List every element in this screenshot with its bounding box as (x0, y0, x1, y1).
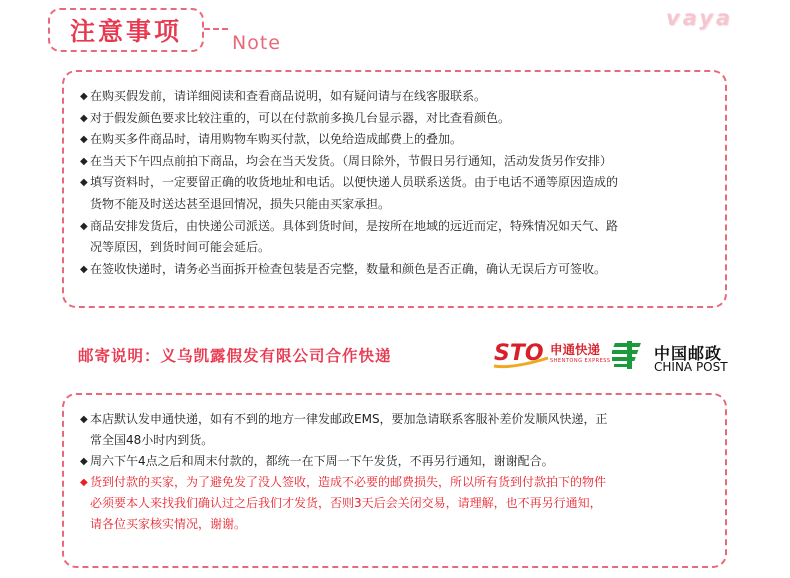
page-title: 注意事项 (69, 17, 182, 46)
policy-line-text: 本店默认发申通快递，如有不到的地方一律发邮政EMS，要加急请联系客服补差价发顺风快递，正 (90, 412, 608, 426)
notice-line (80, 172, 715, 194)
notice-line-text: 商品安排发货后，由快递公司派送。具体到货时间，是按所在地域的远近而定，特殊情况如天气、路 (90, 218, 619, 233)
notice-line-text: 货物不能及时送达甚至退回情况，损失只能由买家承担。 (90, 196, 391, 211)
policy-line-text: 常全国48小时内到货。 (90, 433, 214, 447)
policy-line (80, 451, 715, 472)
title-divider (204, 28, 228, 30)
diamond-bullet-icon: ◆ (80, 220, 88, 232)
diamond-bullet-icon: ◆ (80, 414, 88, 425)
page-subtitle: Note (232, 32, 281, 54)
diamond-bullet-icon: ◆ (80, 155, 88, 167)
notice-line-text: 在当天下午四点前拍下商品，均会在当天发货。（周日除外，节假日另行通知，活动发货另作安排） (90, 153, 613, 168)
notice-box (62, 70, 727, 308)
notice-line-text: 在签收快递时，请务必当面拆开检查包装是否完整，数量和颜色是否正确，确认无误后方可签收。 (90, 261, 607, 276)
sto-name: 申通快递 (550, 342, 601, 357)
sto-mark-icon (492, 336, 550, 370)
notice-line (80, 259, 715, 281)
notice-line (80, 108, 715, 130)
sto-english-name: SHENTONG EXPRESS (550, 358, 611, 364)
shipping-label: 邮寄说明：义乌凯露假发有限公司合作快递 (78, 347, 392, 365)
notice-line-text: 在购买假发前，请详细阅读和查看商品说明，如有疑问请与在线客服联系。 (90, 89, 487, 103)
notice-line (80, 86, 715, 108)
notice-line (80, 194, 715, 216)
china-post-name: 中国邮政 (654, 344, 723, 363)
diamond-bullet-icon: ◆ (80, 134, 88, 146)
policy-list (80, 409, 715, 535)
notice-line (80, 216, 715, 238)
policy-line (80, 409, 715, 430)
diamond-bullet-icon: ◆ (80, 477, 88, 488)
policy-line-text: 周六下午4点之后和周末付款的，都统一在下周一下午发货，不再另行通知，谢谢配合。 (90, 454, 554, 468)
title-box (48, 8, 204, 52)
policy-line (80, 493, 715, 514)
notice-line (80, 151, 715, 173)
sto-express-logo (492, 334, 611, 376)
diamond-bullet-icon: ◆ (80, 112, 88, 124)
watermark: vaya (666, 6, 734, 30)
notice-line-text: 况等原因，到货时间可能会延后。 (90, 240, 271, 255)
notice-line-text: 在购买多件商品时，请用购物车购买付款，以免给造成邮费上的叠加。 (90, 132, 463, 147)
policy-line-text: 必须要本人来找我们确认过之后我们才发货，否则3天后会关闭交易，请理解，也不再另行通知， (90, 496, 602, 510)
notice-line-text: 填写资料时，一定要留正确的收货地址和电话。以便快递人员联系送货。由于电话不通等原因造成的 (90, 175, 619, 190)
diamond-bullet-icon: ◆ (80, 263, 88, 275)
china-post-logo (612, 336, 732, 376)
notice-line (80, 237, 715, 259)
china-post-emblem-icon (612, 340, 648, 370)
sto-mark-text: STO (494, 341, 544, 366)
china-post-english-name: CHINA POST (654, 360, 728, 374)
policy-box (62, 393, 727, 568)
policy-line (80, 514, 715, 535)
diamond-bullet-icon: ◆ (80, 456, 88, 467)
policy-line (80, 430, 715, 451)
policy-line-text: 请各位买家核实情况，谢谢。 (90, 517, 247, 531)
policy-line (80, 472, 715, 493)
notice-line (80, 129, 715, 151)
diamond-bullet-icon: ◆ (80, 177, 88, 189)
notice-line-text: 对于假发颜色要求比较注重的，可以在付款前多换几台显示器，对比查看颜色。 (90, 110, 511, 125)
notice-list (80, 86, 715, 280)
policy-line-text: 货到付款的买家，为了避免发了没人签收，造成不必要的邮费损失，所以所有货到付款拍下的物件 (90, 475, 607, 489)
diamond-bullet-icon: ◆ (80, 91, 88, 102)
